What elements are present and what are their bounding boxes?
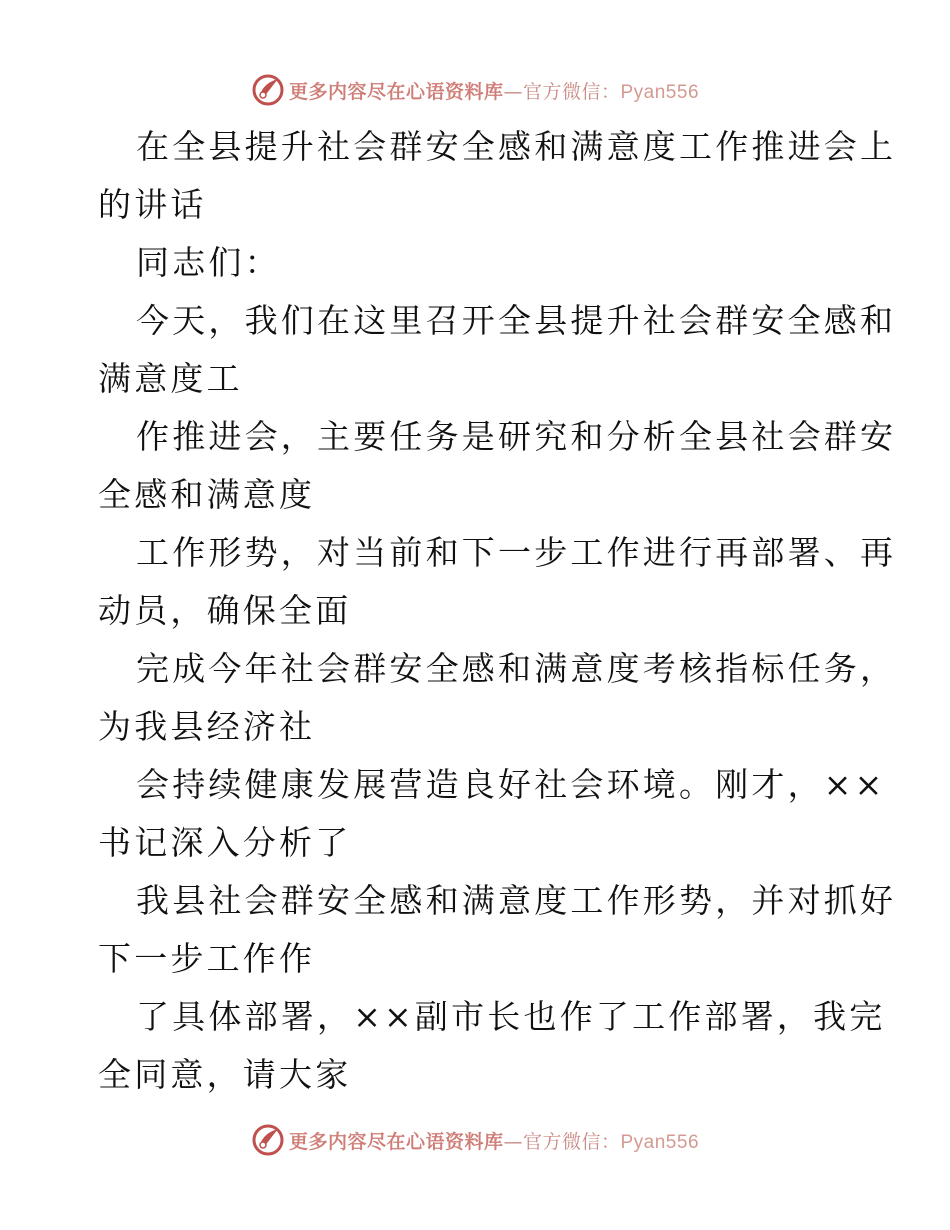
watermark-wechat-label: 官方微信： bbox=[522, 1130, 621, 1153]
logo-icon bbox=[251, 1123, 285, 1157]
logo-icon bbox=[251, 73, 285, 107]
document-line: 今天，我们在这里召开全县提升社会群安全感和 bbox=[136, 301, 897, 340]
document-line: 在全县提升社会群安全感和满意度工作推进会上 bbox=[136, 127, 897, 166]
document-line: 全同意，请大家 bbox=[98, 1055, 352, 1094]
document-line: 书记深入分析了 bbox=[98, 823, 352, 862]
watermark-wechat-id: Pyan556 bbox=[620, 81, 700, 103]
document-body bbox=[98, 118, 897, 1104]
document-line: 作推进会，主要任务是研究和分析全县社会群安 bbox=[136, 417, 897, 456]
document-line: 全感和满意度 bbox=[98, 475, 316, 514]
document-line: 会持续健康发展营造良好社会环境。刚才，×× bbox=[136, 765, 886, 804]
document-line: 满意度工 bbox=[98, 359, 243, 398]
watermark-separator: — bbox=[503, 80, 523, 103]
watermark-text bbox=[289, 77, 699, 104]
header-watermark bbox=[0, 70, 950, 110]
document-line: 我县社会群安全感和满意度工作形势，并对抓好 bbox=[136, 881, 897, 920]
document-line: 下一步工作作 bbox=[98, 939, 316, 978]
watermark-brand: 更多内容尽在心语资料库 bbox=[288, 80, 504, 103]
document-line: 的讲话 bbox=[98, 185, 207, 224]
footer-watermark bbox=[0, 1120, 950, 1160]
watermark-brand: 更多内容尽在心语资料库 bbox=[288, 1130, 504, 1153]
watermark-separator: — bbox=[503, 1130, 523, 1153]
document-line: 工作形势，对当前和下一步工作进行再部署、再 bbox=[136, 533, 897, 572]
document-line: 同志们： bbox=[136, 243, 281, 282]
document-line: 动员，确保全面 bbox=[98, 591, 352, 630]
document-line: 了具体部署，××副市长也作了工作部署，我完 bbox=[136, 997, 886, 1036]
document-line: 为我县经济社 bbox=[98, 707, 316, 746]
document-line: 完成今年社会群安全感和满意度考核指标任务， bbox=[136, 649, 897, 688]
watermark-wechat-label: 官方微信： bbox=[522, 80, 621, 103]
watermark-wechat-id: Pyan556 bbox=[620, 1131, 700, 1153]
watermark-text bbox=[289, 1127, 699, 1154]
